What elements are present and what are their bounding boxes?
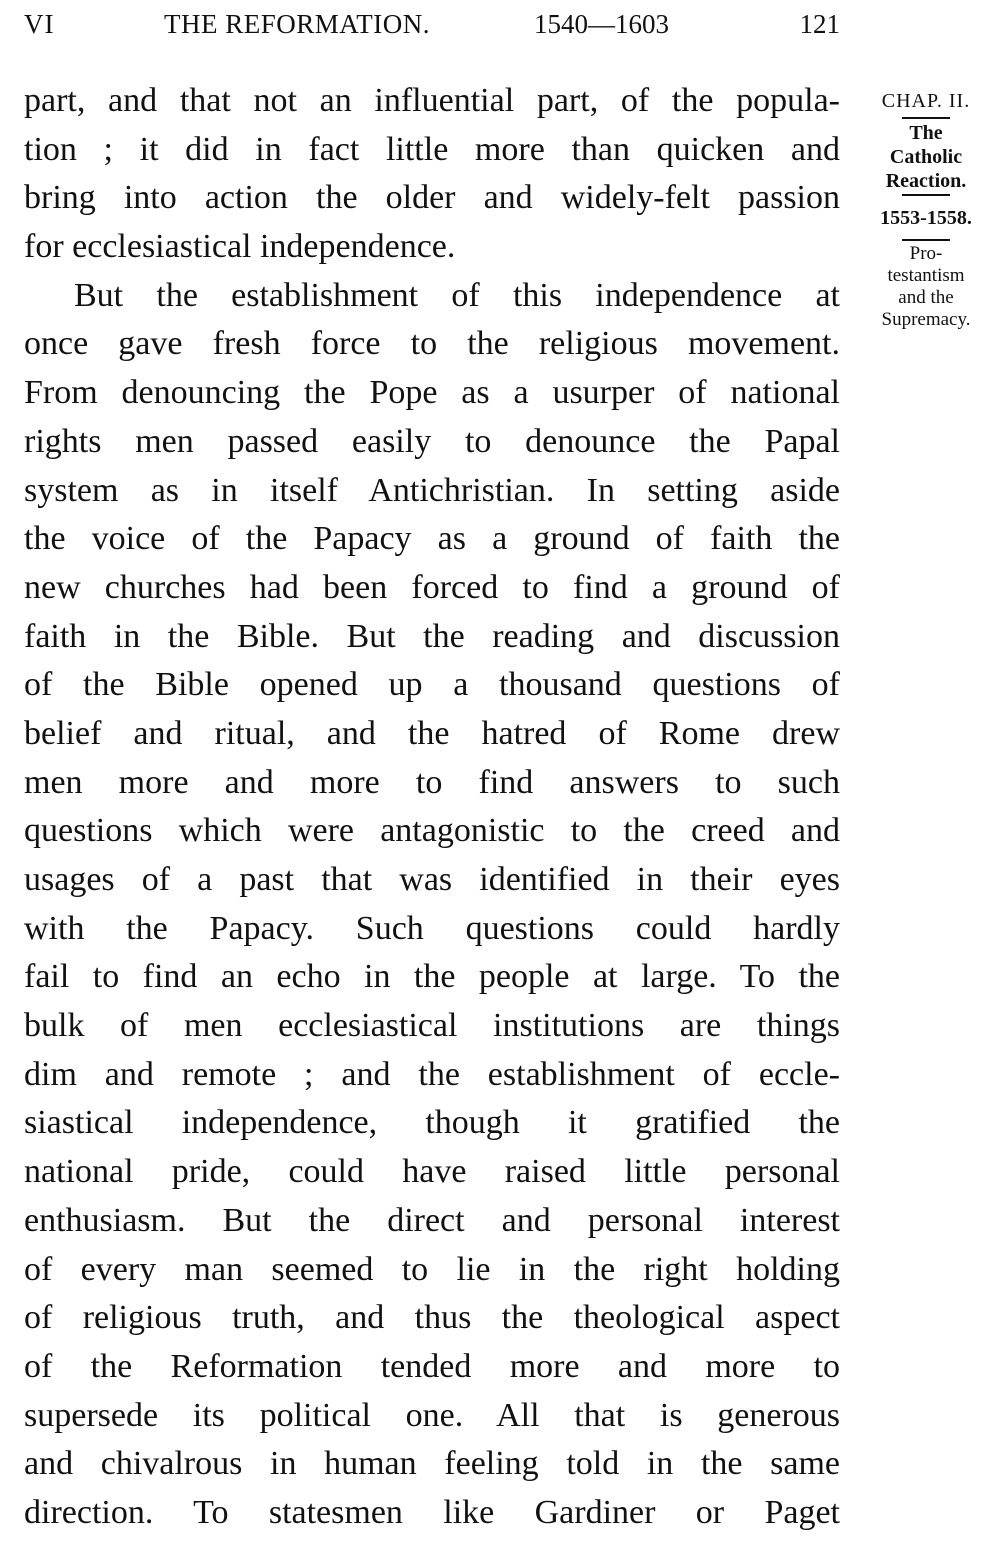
text-line: From denouncing the Pope as a usurper of national [24, 374, 840, 412]
text-line: of the Reformation tended more and more to [24, 1347, 840, 1385]
body-text [24, 77, 840, 1538]
text-line: part, and that not an influential part, of the popula- [24, 82, 840, 119]
section-number: VI [24, 9, 55, 39]
text-line: national pride, could have raised little personal [24, 1153, 840, 1191]
text-line: of religious truth, and thus the theological aspect [24, 1299, 840, 1337]
running-dates: 1540—1603 [534, 9, 669, 39]
running-head [24, 4, 840, 44]
text-line: questions which were antagonistic to the creed and [24, 812, 840, 850]
page-number: 121 [799, 9, 840, 39]
text-line: bring into action the older and widely-felt passion [24, 179, 840, 217]
text-line: But the establishment of this independence at [74, 276, 840, 314]
text-line: men more and more to find answers to such [24, 763, 840, 801]
text-line: of every man seemed to lie in the right holding [24, 1250, 840, 1288]
text-line: and chivalrous in human feeling told in the same [24, 1445, 840, 1483]
text-line: tion ; it did in fact little more than quicken and [24, 130, 840, 168]
text-line: of the Bible opened up a thousand questions of [24, 666, 840, 704]
text-line: dim and remote ; and the establishment of eccle- [24, 1055, 840, 1093]
sidenote-topic-line: and the [898, 287, 954, 308]
text-line: siastical independence, though it gratified the [24, 1104, 840, 1142]
text-line: supersede its political one. All that is generous [24, 1396, 840, 1434]
sidenote-chapter: CHAP. II. [881, 90, 971, 112]
sidenote-rule [902, 239, 950, 241]
text-line: faith in the Bible. But the reading and discussion [24, 617, 840, 655]
text-line: bulk of men ecclesiastical institutions are things [24, 1007, 840, 1045]
text-line: rights men passed easily to denounce the Papal [24, 422, 840, 460]
sidenote-rule [902, 117, 950, 119]
sidenote-rule [902, 194, 950, 196]
text-line: with the Papacy. Such questions could hardly [24, 909, 840, 947]
text-line: usages of a past that was identified in their eyes [24, 861, 840, 898]
text-line: system as in itself Antichristian. In setting aside [24, 471, 840, 509]
margin-notes [856, 86, 996, 331]
text-line: fail to find an echo in the people at large. To the [24, 958, 840, 996]
text-line: for ecclesiastical independence. [24, 228, 456, 266]
sidenote-heading [856, 121, 996, 193]
sidenote-topic [856, 243, 996, 331]
text-line: belief and ritual, and the hatred of Rome drew [24, 714, 840, 752]
text-line: once gave fresh force to the religious movement. [24, 325, 840, 363]
sidenote-heading-line: Reaction. [885, 170, 967, 192]
text-line: the voice of the Papacy as a ground of faith the [24, 520, 840, 558]
sidenote-heading-line: The [909, 122, 943, 144]
sidenote-dates: 1553-1558. [880, 207, 972, 229]
sidenote-topic-line: Pro- [909, 243, 943, 264]
sidenote-heading-line: Catholic [889, 146, 963, 168]
text-line: new churches had been forced to find a ground of [24, 568, 840, 606]
sidenote-topic-line: testantism [887, 265, 965, 286]
sidenote-topic-line: Supremacy. [881, 309, 971, 330]
text-line: enthusiasm. But the direct and personal interest [24, 1201, 840, 1239]
text-line: direction. To statesmen like Gardiner or Paget [24, 1493, 840, 1531]
running-title: THE REFORMATION. [164, 9, 431, 39]
